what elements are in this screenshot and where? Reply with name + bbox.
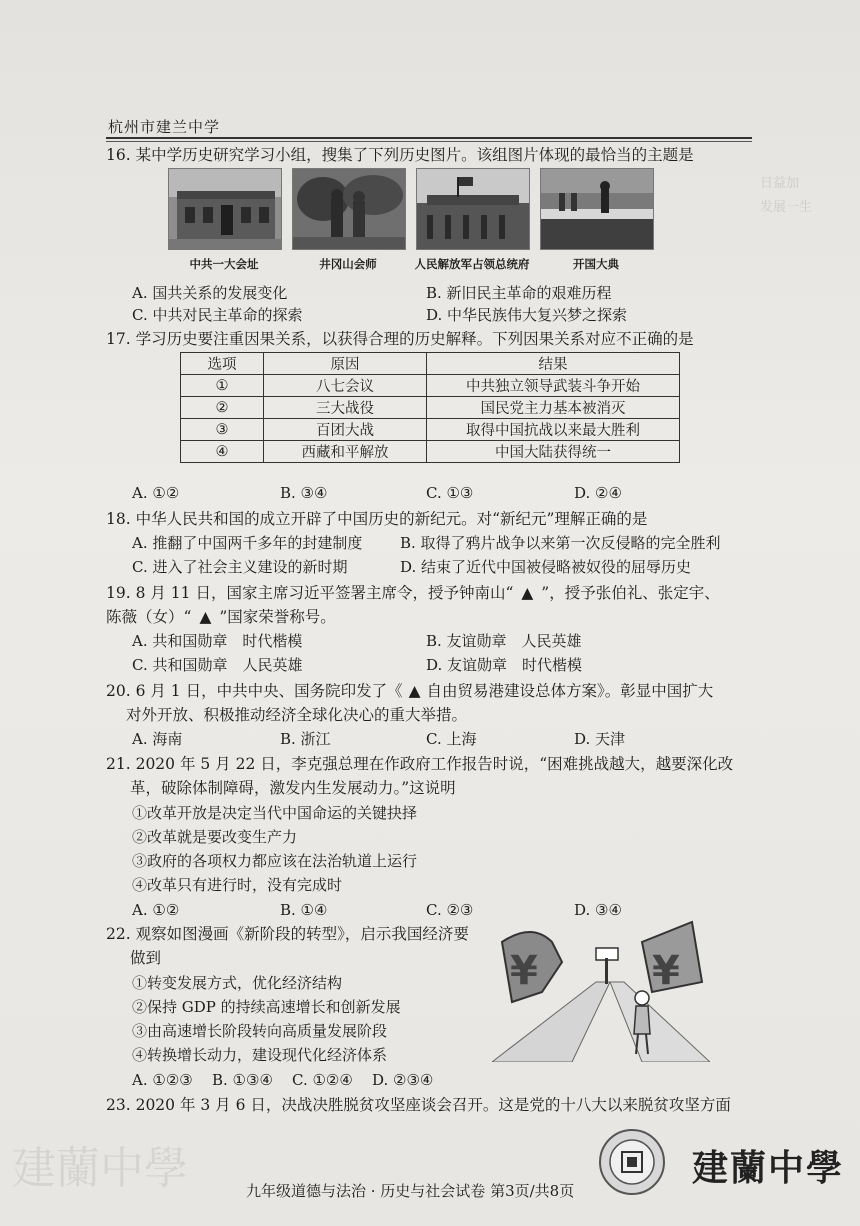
- bleed-text: 日益加: [760, 176, 800, 191]
- photo-caption: 井冈山会师: [319, 257, 377, 271]
- q22-item-2: ②保持 GDP 的持续高速增长和创新发展: [132, 998, 401, 1016]
- table-cell: ④: [181, 441, 264, 463]
- q22-option-b[interactable]: B. ①③④: [212, 1071, 273, 1089]
- photo-caption: 开国大典: [573, 257, 619, 271]
- q18-option-d[interactable]: D. 结束了近代中国被侵略被奴役的屈辱历史: [400, 558, 692, 576]
- q20-option-a[interactable]: A. 海南: [132, 730, 183, 748]
- question-22-line2: 做到: [130, 949, 162, 967]
- photo-presidential-palace: [416, 168, 530, 250]
- table-row: [181, 375, 680, 397]
- question-21-line1: 21. 2020 年 5 月 22 日，李克强总理在作政府工作报告时说，“困难挑战越大，越要深化改: [106, 755, 734, 773]
- q16-option-a[interactable]: A. 国共关系的发展变化: [132, 284, 288, 302]
- school-logo-text: 建蘭中學: [692, 1147, 845, 1189]
- table-row: [181, 441, 680, 463]
- q19-text: ”，授予张伯礼、张定宇、: [541, 584, 720, 602]
- q22-item-3: ③由高速增长阶段转向高质量发展阶段: [132, 1022, 388, 1040]
- q21-option-c[interactable]: C. ②③: [426, 901, 474, 919]
- table-header-row: [181, 353, 680, 375]
- q20-option-c[interactable]: C. 上海: [426, 730, 477, 748]
- q17-option-b[interactable]: B. ③④: [280, 484, 328, 502]
- photo-jinggangshan-meeting: [292, 168, 406, 250]
- table-header-cell: 选项: [181, 353, 264, 375]
- q22-cartoon-image: [492, 912, 710, 1062]
- table-cell: 西藏和平解放: [264, 441, 427, 463]
- q20-option-d[interactable]: D. 天津: [574, 730, 626, 748]
- question-17-stem: 17. 学习历史要注重因果关系，以获得合理的历史解释。下列因果关系对应不正确的是: [106, 330, 694, 348]
- q17-option-d[interactable]: D. ②④: [574, 484, 622, 502]
- q21-item-4: ④改革只有进行时，没有完成时: [132, 876, 343, 894]
- q16-option-d[interactable]: D. 中华民族伟大复兴梦之探索: [426, 306, 628, 324]
- q21-item-2: ②改革就是要改变生产力: [132, 828, 298, 846]
- question-23-line1: 23. 2020 年 3 月 6 日，决战决胜脱贫攻坚座谈会召开。这是党的十八大以来脱贫攻坚方面: [106, 1096, 731, 1114]
- table-cell: 中共独立领导武装斗争开始: [427, 375, 680, 397]
- photo-caption: 中共一大会址: [189, 257, 259, 271]
- svg-text:¥: ¥: [652, 948, 680, 994]
- q19-text: 19. 8 月 11 日，国家主席习近平签署主席令，授予钟南山“: [106, 584, 514, 602]
- question-20-line1: [106, 679, 713, 703]
- q21-option-b[interactable]: B. ①④: [280, 901, 328, 919]
- q22-option-c[interactable]: C. ①②④: [292, 1071, 353, 1089]
- question-20-line2: 对外开放、积极推动经济全球化决心的重大举措。: [126, 706, 468, 724]
- q18-option-a[interactable]: A. 推翻了中国两千多年的封建制度: [132, 534, 363, 552]
- photo-party-congress-site: [168, 168, 282, 250]
- q19-text: 陈薇（女）“: [106, 608, 192, 626]
- answer-blank[interactable]: ▲: [521, 584, 534, 602]
- bleed-watermark: 建蘭中學: [12, 1143, 188, 1194]
- q19-option-b[interactable]: B. 友谊勋章 人民英雄: [426, 632, 582, 650]
- q16-option-c[interactable]: C. 中共对民主革命的探索: [132, 306, 303, 324]
- question-22-line1: 22. 观察如图漫画《新阶段的转型》，启示我国经济要: [106, 925, 469, 943]
- table-row: [181, 397, 680, 419]
- question-21-line2: 革，破除体制障碍，激发内生发展动力。”这说明: [130, 779, 456, 797]
- q22-option-a[interactable]: A. ①②③: [132, 1071, 193, 1089]
- question-16-stem: 16. 某中学历史研究学习小组，搜集了下列历史图片。该组图片体现的最恰当的主题是: [106, 146, 694, 164]
- question-19-line2: [106, 605, 336, 629]
- q19-text: ”国家荣誉称号。: [219, 608, 336, 626]
- q22-item-4: ④转换增长动力，建设现代化经济体系: [132, 1046, 388, 1064]
- answer-blank[interactable]: ▲: [408, 682, 421, 700]
- table-cell: 百团大战: [264, 419, 427, 441]
- table-header-cell: 结果: [427, 353, 680, 375]
- header-rule: [106, 137, 752, 142]
- q19-option-d[interactable]: D. 友谊勋章 时代楷模: [426, 656, 583, 674]
- q19-option-c[interactable]: C. 共和国勋章 人民英雄: [132, 656, 303, 674]
- table-cell: ①: [181, 375, 264, 397]
- photo-caption: 人民解放军占领总统府: [414, 257, 530, 271]
- q20-option-b[interactable]: B. 浙江: [280, 730, 331, 748]
- q22-item-1: ①转变发展方式，优化经济结构: [132, 974, 343, 992]
- table-cell: 中国大陆获得统一: [427, 441, 680, 463]
- q16-option-b[interactable]: B. 新旧民主革命的艰难历程: [426, 284, 612, 302]
- table-cell: 国民党主力基本被消灭: [427, 397, 680, 419]
- page-footer: 九年级道德与法治 · 历史与社会试卷 第3页/共8页: [246, 1182, 575, 1200]
- answer-blank[interactable]: ▲: [199, 608, 212, 626]
- q17-option-c[interactable]: C. ①③: [426, 484, 474, 502]
- table-cell: ②: [181, 397, 264, 419]
- q17-option-a[interactable]: A. ①②: [132, 484, 180, 502]
- table-header-cell: 原因: [264, 353, 427, 375]
- question-18-stem: 18. 中华人民共和国的成立开辟了中国历史的新纪元。对“新纪元”理解正确的是: [106, 510, 648, 528]
- q20-text: 20. 6 月 1 日，中共中央、国务院印发了《: [106, 682, 403, 700]
- table-cell: 三大战役: [264, 397, 427, 419]
- q16-photo-strip: [168, 168, 648, 272]
- svg-text:¥: ¥: [510, 948, 538, 994]
- table-row: [181, 419, 680, 441]
- table-cell: 八七会议: [264, 375, 427, 397]
- q22-option-d[interactable]: D. ②③④: [372, 1071, 434, 1089]
- school-seal-icon: [598, 1128, 666, 1196]
- q20-text: 自由贸易港建设总体方案》。彰显中国扩大: [426, 682, 714, 700]
- q21-option-a[interactable]: A. ①②: [132, 901, 180, 919]
- q18-option-c[interactable]: C. 进入了社会主义建设的新时期: [132, 558, 348, 576]
- bleed-text: 发展一生: [760, 200, 813, 215]
- q21-item-1: ①改革开放是决定当代中国命运的关键抉择: [132, 804, 418, 822]
- question-19-line1: [106, 581, 720, 605]
- q17-causal-table: [180, 352, 680, 463]
- photo-founding-ceremony: [540, 168, 654, 250]
- q19-option-a[interactable]: A. 共和国勋章 时代楷模: [132, 632, 303, 650]
- q18-option-b[interactable]: B. 取得了鸦片战争以来第一次反侵略的完全胜利: [400, 534, 721, 552]
- school-header: 杭州市建兰中学: [108, 118, 221, 136]
- table-cell: 取得中国抗战以来最大胜利: [427, 419, 680, 441]
- table-cell: ③: [181, 419, 264, 441]
- q21-item-3: ③政府的各项权力都应该在法治轨道上运行: [132, 852, 418, 870]
- q21-option-d[interactable]: D. ③④: [574, 901, 622, 919]
